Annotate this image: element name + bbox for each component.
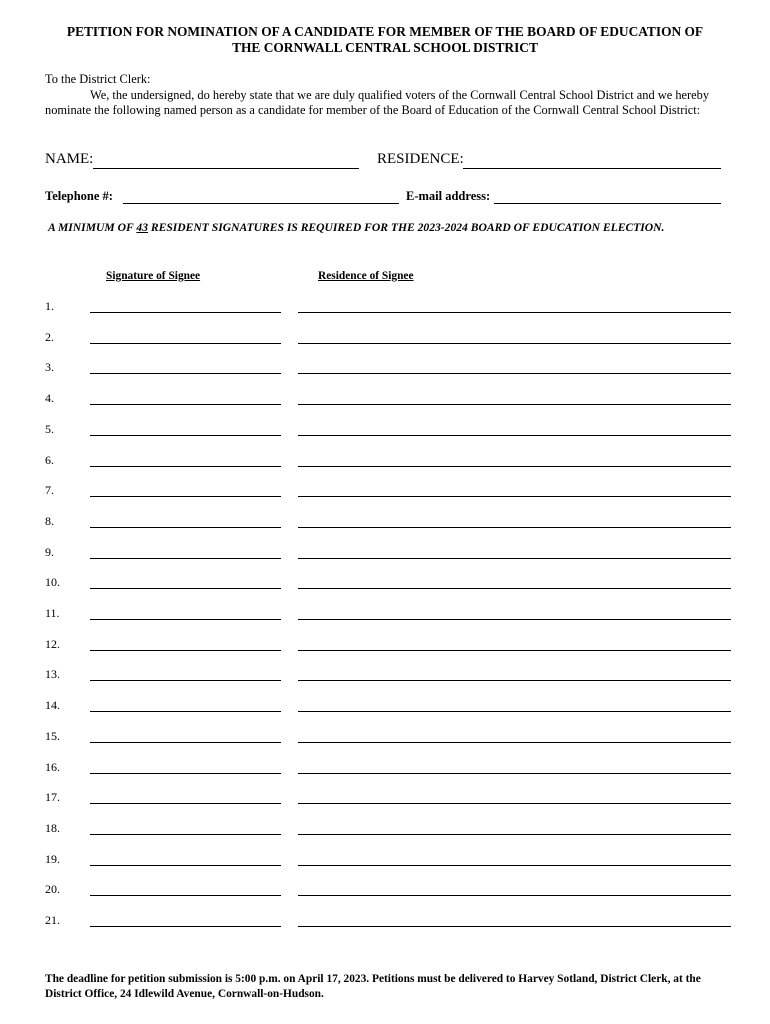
signature-row [0,391,770,411]
row-number: 2. [45,329,54,344]
signature-row [0,483,770,503]
row-number: 6. [45,452,54,467]
residence-column-header: Residence of Signee [318,270,414,282]
signature-row [0,698,770,718]
signature-line[interactable] [90,588,281,589]
signature-row [0,422,770,442]
document-title [40,24,730,56]
residence-field[interactable] [463,168,721,169]
signature-line[interactable] [90,680,281,681]
residence-line[interactable] [298,895,731,896]
telephone-field[interactable] [123,203,399,204]
row-number: 17. [45,790,60,805]
signature-row [0,667,770,687]
signature-line[interactable] [90,834,281,835]
signature-line[interactable] [90,650,281,651]
signature-row [0,514,770,534]
signature-requirement-notice [48,221,728,234]
row-number: 15. [45,728,60,743]
row-number: 9. [45,544,54,559]
signature-line[interactable] [90,895,281,896]
signature-row [0,852,770,872]
row-number: 10. [45,575,60,590]
row-number: 21. [45,913,60,927]
signature-line[interactable] [90,711,281,712]
signature-line[interactable] [90,619,281,620]
residence-line[interactable] [298,496,731,497]
email-label: E-mail address: [406,189,491,203]
signature-row [0,606,770,626]
signature-line[interactable] [90,773,281,774]
residence-line[interactable] [298,650,731,651]
signature-line[interactable] [90,803,281,804]
signature-line[interactable] [90,312,281,313]
signature-line[interactable] [90,373,281,374]
signature-line[interactable] [90,558,281,559]
residence-label: RESIDENCE: [377,151,464,167]
row-number: 12. [45,636,60,651]
row-number: 20. [45,882,60,897]
residence-line[interactable] [298,742,731,743]
row-number: 4. [45,391,54,406]
email-field[interactable] [494,203,721,204]
contact-row [45,189,725,207]
signature-row [0,330,770,350]
residence-line[interactable] [298,926,731,927]
signature-column-header: Signature of Signee [106,270,201,282]
signature-line[interactable] [90,343,281,344]
row-number: 5. [45,421,54,436]
residence-line[interactable] [298,404,731,405]
telephone-label: Telephone #: [45,189,113,203]
notice-suffix: RESIDENT SIGNATURES IS REQUIRED FOR THE 2023-2024 BOARD OF EDUCATION ELECTION. [147,221,665,234]
notice-prefix: A MINIMUM OF [48,221,137,234]
residence-line[interactable] [298,466,731,467]
signature-line[interactable] [90,404,281,405]
signature-row [0,882,770,902]
signature-line[interactable] [90,865,281,866]
row-number: 16. [45,759,60,774]
signature-row [0,299,770,319]
signature-row [0,453,770,473]
signature-row [0,913,770,933]
row-number: 1. [45,299,54,313]
residence-line[interactable] [298,373,731,374]
title-line-2: THE CORNWALL CENTRAL SCHOOL DISTRICT [232,40,538,55]
notice-number: 43 [136,221,148,234]
signature-line[interactable] [90,527,281,528]
residence-line[interactable] [298,773,731,774]
row-number: 14. [45,698,60,713]
row-number: 13. [45,667,60,682]
deadline-footer: The deadline for petition submission is 5:00 p.m. on April 17, 2023. Petitions must be delivered to Harvey Sotland, District Clerk, at the District Office, 24 Idlewild Avenue, Cornwall-on-Hudson. [45,973,701,1000]
name-label: NAME: [45,151,94,167]
residence-line[interactable] [298,834,731,835]
residence-line[interactable] [298,619,731,620]
title-line-1: PETITION FOR NOMINATION OF A CANDIDATE FOR MEMBER OF THE BOARD OF EDUCATION OF [66,24,704,39]
signature-row [0,360,770,380]
signature-row [0,637,770,657]
signature-line[interactable] [90,435,281,436]
residence-line[interactable] [298,865,731,866]
name-residence-row [45,151,725,171]
row-number: 11. [45,606,60,620]
row-number: 19. [45,851,60,866]
signature-row [0,760,770,780]
signature-row [0,545,770,565]
intro-section [45,72,725,119]
row-number: 3. [45,360,54,375]
residence-line[interactable] [298,312,731,313]
residence-line[interactable] [298,343,731,344]
residence-line[interactable] [298,558,731,559]
residence-line[interactable] [298,527,731,528]
row-number: 8. [45,513,54,528]
residence-line[interactable] [298,680,731,681]
signature-row [0,821,770,841]
signature-line[interactable] [90,496,281,497]
signature-row [0,575,770,595]
signature-row [0,790,770,810]
residence-line[interactable] [298,435,731,436]
salutation: To the District Clerk: [45,72,151,86]
residence-line[interactable] [298,803,731,804]
signature-line[interactable] [90,926,281,927]
residence-line[interactable] [298,588,731,589]
signature-row [0,729,770,749]
residence-line[interactable] [298,711,731,712]
signature-line[interactable] [90,466,281,467]
intro-paragraph: We, the undersigned, do hereby state that we are duly qualified voters of the Cornwall Central School District and we hereby nominate the following named person as a candidate for member of the Board of Education of the Cornwall Central School District: [45,87,710,117]
row-number: 7. [45,483,54,498]
name-field[interactable] [93,168,359,169]
signature-line[interactable] [90,742,281,743]
row-number: 18. [45,820,60,835]
